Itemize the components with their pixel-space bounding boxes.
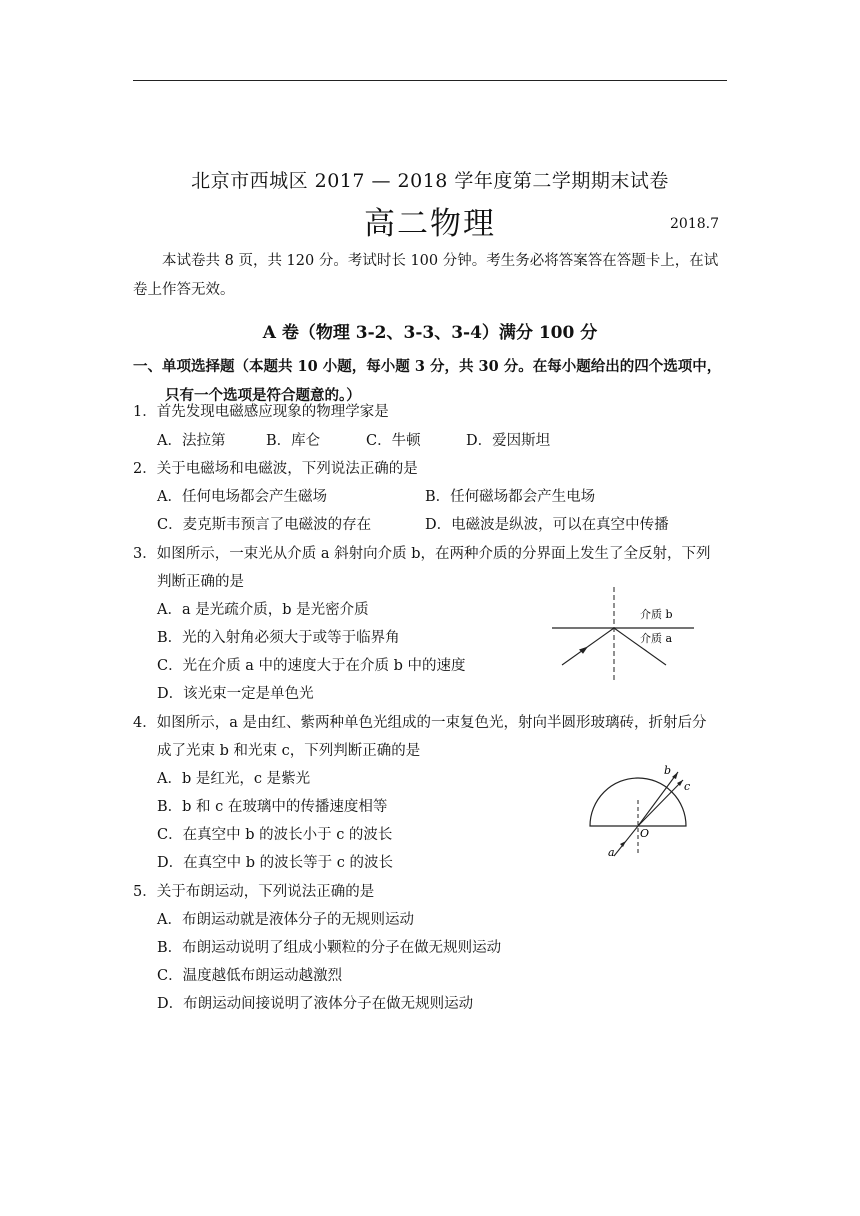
- q3-label-medium-a: 介质 a: [640, 632, 673, 645]
- q2-option-d: D．电磁波是纵波，可以在真空中传播: [425, 517, 669, 533]
- ray-c: [638, 780, 683, 826]
- q1-stem: 1．首先发现电磁感应现象的物理学家是: [133, 404, 389, 420]
- q5-stem: 5．关于布朗运动，下列说法正确的是: [133, 884, 375, 900]
- q3-option-b: B．光的入射角必须大于或等于临界角: [157, 630, 400, 646]
- exam-date: 2018.7: [670, 216, 719, 232]
- incident-arrow-icon: [579, 647, 588, 654]
- subject-title: 高二物理: [364, 206, 496, 242]
- q3-total-reflection-figure: [548, 585, 698, 685]
- q3-option-a: A．a 是光疏介质，b 是光密介质: [157, 602, 369, 618]
- exam-title: 北京市西城区 2017 — 2018 学年度第二学期期末试卷: [191, 170, 669, 192]
- q4-label-a: a: [608, 846, 615, 859]
- q3-option-d: D．该光束一定是单色光: [157, 686, 314, 702]
- q5-option-a: A．布朗运动就是液体分子的无规则运动: [157, 912, 414, 928]
- q3-option-c: C．光在介质 a 中的速度大于在介质 b 中的速度: [157, 658, 466, 674]
- q4-stem-line2: 成了光束 b 和光束 c，下列判断正确的是: [157, 743, 421, 759]
- q4-label-o: O: [640, 827, 650, 840]
- q4-option-a: A．b 是红光，c 是紫光: [157, 771, 311, 787]
- q1-option-b: B．库仑: [266, 433, 321, 449]
- q4-option-b: B．b 和 c 在玻璃中的传播速度相等: [157, 799, 388, 815]
- q5-option-c: C．温度越低布朗运动越激烈: [157, 968, 343, 984]
- part1-heading-line1: 一、单项选择题（本题共 10 小题，每小题 3 分，共 30 分。在每小题给出的四个选项中，: [133, 358, 722, 375]
- q4-semicircle-prism-figure: [580, 760, 700, 865]
- q2-option-c: C．麦克斯韦预言了电磁波的存在: [157, 517, 372, 533]
- ray-b: [638, 772, 678, 826]
- ray-b-arrow-icon: [672, 772, 678, 779]
- q4-stem-line1: 4．如图所示，a 是由红、紫两种单色光组成的一束复色光，射向半圆形玻璃砖，折射后分: [133, 715, 707, 731]
- q2-option-b: B．任何磁场都会产生电场: [425, 489, 596, 505]
- q4-option-d: D．在真空中 b 的波长等于 c 的波长: [157, 855, 393, 871]
- q5-option-d: D．布朗运动间接说明了液体分子在做无规则运动: [157, 996, 474, 1012]
- section-a-heading: A 卷（物理 3-2、3-3、3-4）满分 100 分: [262, 323, 598, 343]
- q4-option-c: C．在真空中 b 的波长小于 c 的波长: [157, 827, 393, 843]
- q3-stem-line1: 3．如图所示，一束光从介质 a 斜射向介质 b，在两种介质的分界面上发生了全反射，下列: [133, 546, 711, 562]
- part1-heading-line2: 只有一个选项是符合题意的。）: [165, 387, 361, 404]
- q1-option-d: D．爱因斯坦: [466, 433, 551, 449]
- q2-option-a: A．任何电场都会产生磁场: [157, 489, 327, 505]
- q1-option-a: A．法拉第: [157, 433, 226, 449]
- q3-stem-line2: 判断正确的是: [157, 574, 244, 590]
- q1-option-c: C．牛顿: [366, 433, 421, 449]
- exam-instructions: 本试卷共 8 页，共 120 分。考试时长 100 分钟。考生务必将答案答在答题卡上，在试卷上作答无效。: [133, 253, 719, 298]
- incident-arrow-icon: [620, 841, 626, 847]
- q4-label-c: c: [684, 780, 691, 793]
- q4-label-b: b: [664, 764, 672, 777]
- q5-option-b: B．布朗运动说明了组成小颗粒的分子在做无规则运动: [157, 940, 502, 956]
- q2-stem: 2．关于电磁场和电磁波，下列说法正确的是: [133, 461, 418, 477]
- header-rule: [133, 80, 727, 81]
- q3-label-medium-b: 介质 b: [640, 608, 673, 621]
